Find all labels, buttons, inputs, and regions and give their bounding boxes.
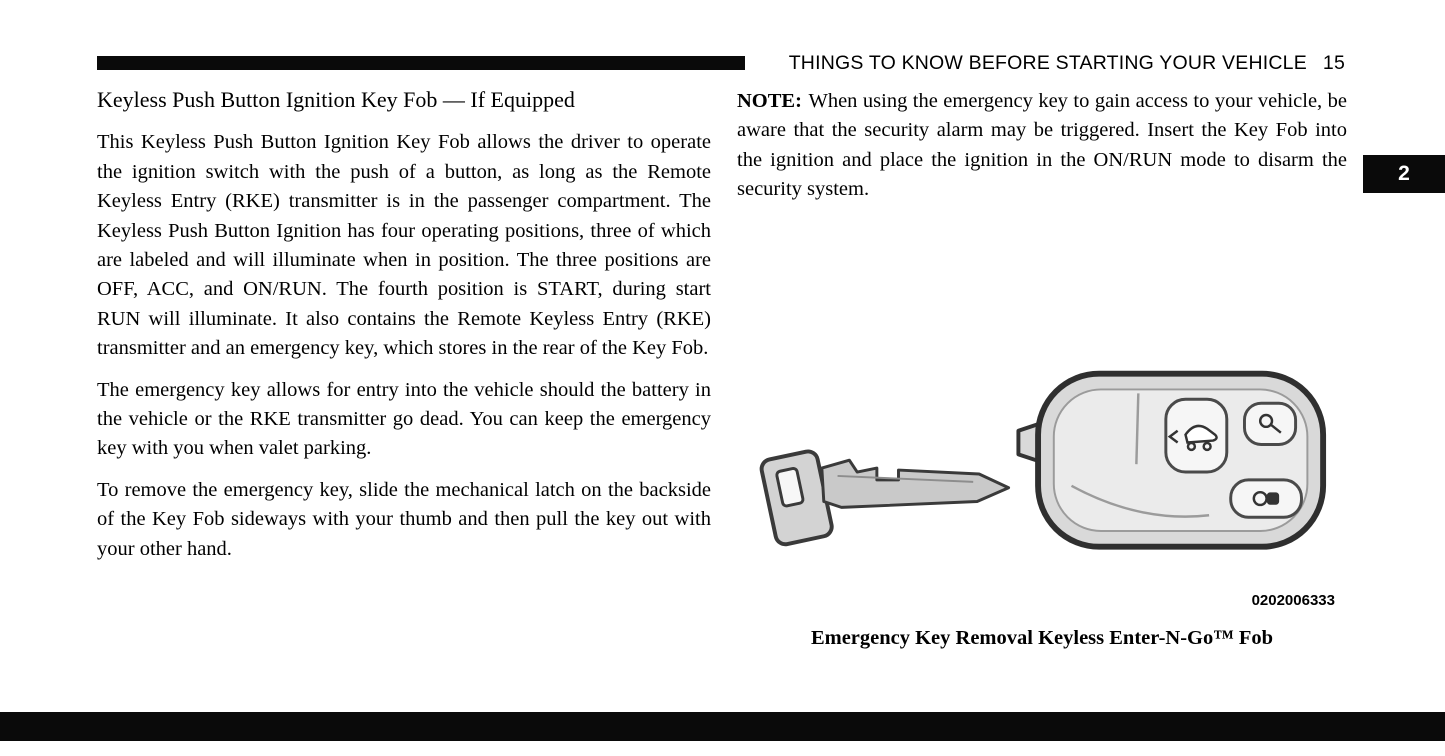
note-paragraph: [737, 87, 1347, 205]
figure: [737, 358, 1347, 650]
chapter-number: 2: [1398, 162, 1410, 185]
bottom-rule: [0, 712, 1445, 741]
header-rule: [97, 56, 745, 70]
section-heading: Keyless Push Button Ignition Key Fob — If Equipped: [97, 87, 575, 112]
figure-id: 0202006333: [1251, 592, 1335, 609]
note-text: When using the emergency key to gain access to your vehicle, be aware that the security alarm may be triggered. Insert the Key Fob into the ignition and place the ignition in the ON/RUN mode to disarm the security system.: [737, 90, 1347, 201]
chapter-tab: [1363, 155, 1445, 193]
body-paragraph-1: This Keyless Push Button Ignition Key Fob allows the driver to operate the ignition switch with the push of a button, as long as the Remote Keyless Entry (RKE) transmitter is in the passenger compartment. The Keyless Push Button Ignition has four operating positions, three of which are labeled and will illuminate when in position. The three positions are OFF, ACC, and ON/RUN. The fourth position is START, during start RUN will illuminate. It also contains the Remote Keyless Entry (RKE) transmitter and an emergency key, which stores in the rear of the Key Fob.: [97, 131, 711, 360]
left-column: [97, 87, 711, 576]
key-fob-illustration: [747, 358, 1337, 588]
note-label: NOTE:: [737, 90, 802, 112]
page-number: 15: [1322, 52, 1345, 74]
emergency-key-drawing: [760, 450, 1009, 546]
running-header: [789, 52, 1345, 75]
header-title: THINGS TO KNOW BEFORE STARTING YOUR VEHICLE: [788, 52, 1307, 74]
body-paragraph-2: The emergency key allows for entry into the vehicle should the battery in the vehicle or the RKE transmitter go dead. You can keep the emergency key with you when valet parking.: [97, 378, 711, 460]
right-column: [737, 87, 1347, 217]
body-paragraph-3: To remove the emergency key, slide the mechanical latch on the backside of the Key Fob sideways with your thumb and then pull the key out with your other hand.: [97, 478, 711, 560]
figure-caption: Emergency Key Removal Keyless Enter-N-Go™ Fob: [810, 627, 1274, 649]
key-fob-drawing: [1018, 374, 1323, 547]
